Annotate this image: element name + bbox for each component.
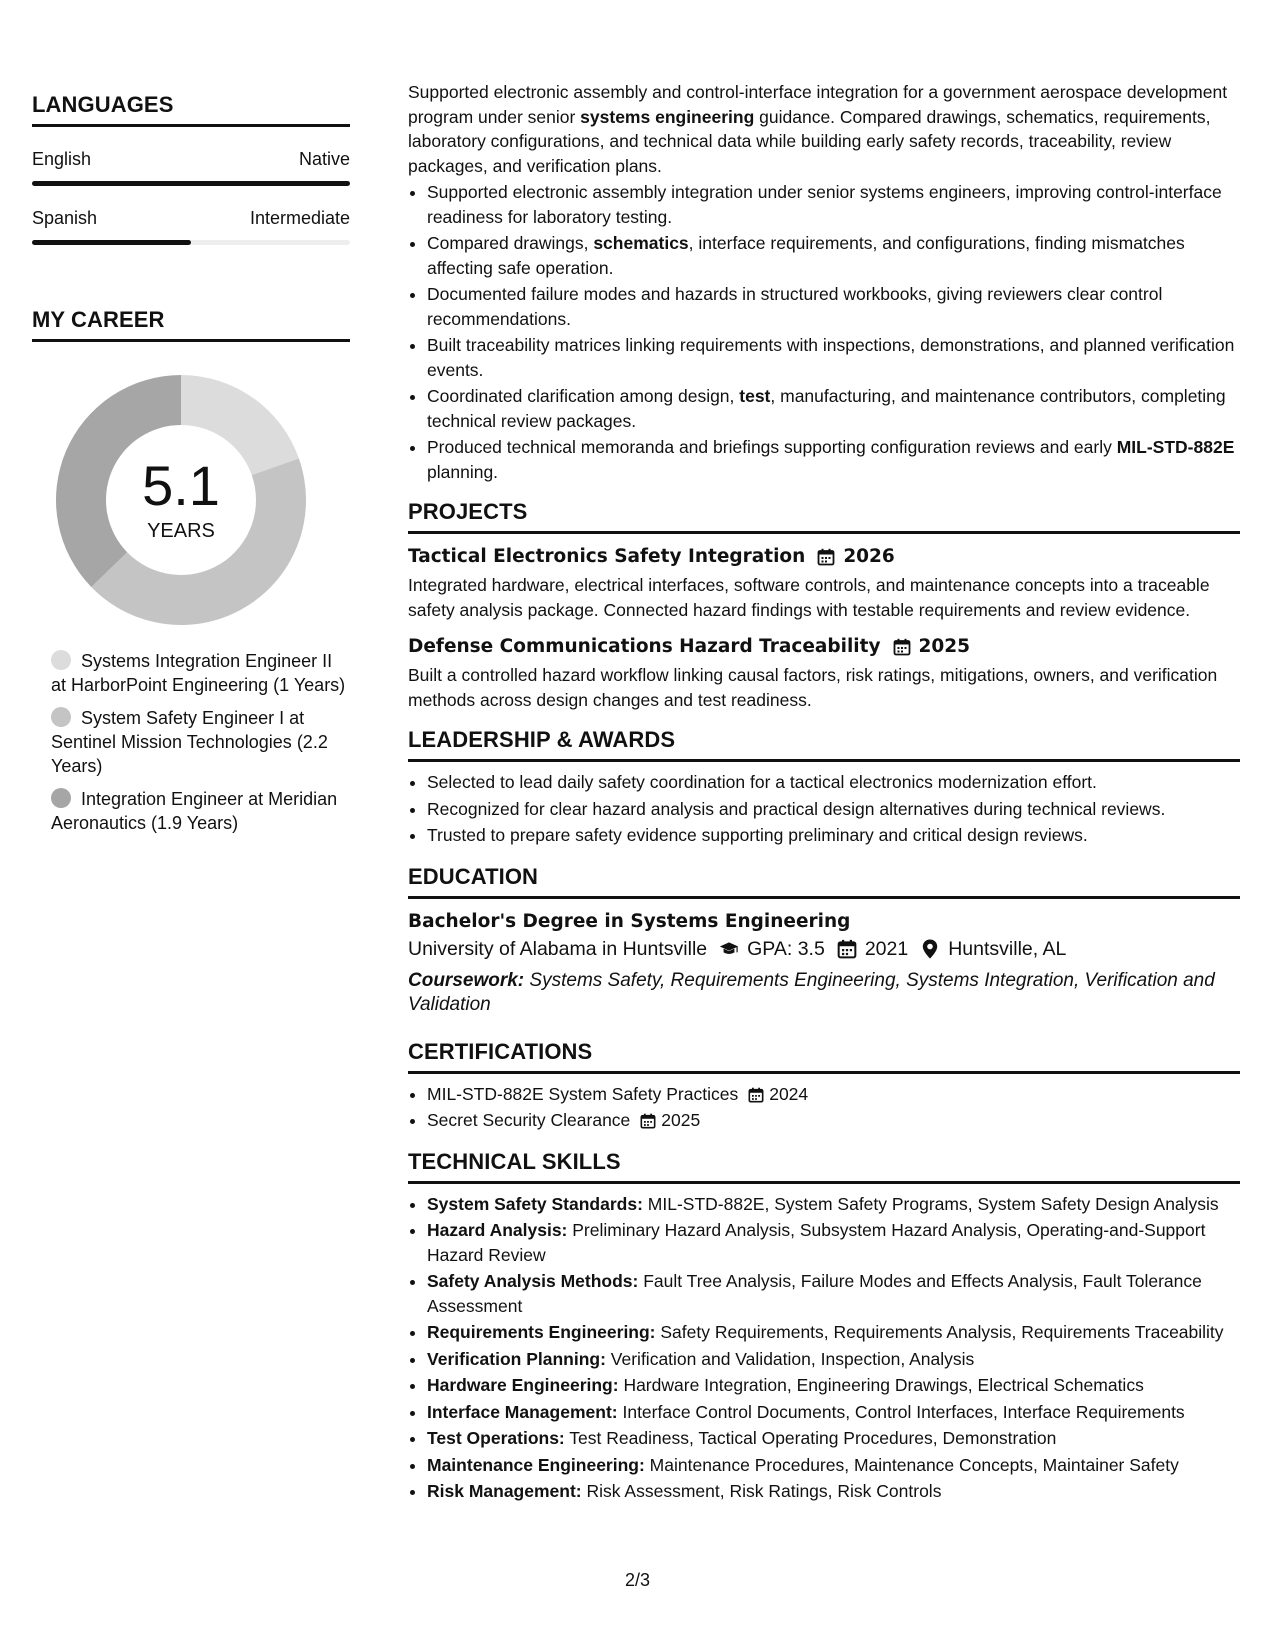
career-legend-label: Integration Engineer at Meridian Aeronautics (1.9 Years) (51, 789, 338, 833)
skill-label: Verification Planning: (427, 1348, 606, 1369)
page-number: 2/3 (624, 1570, 651, 1590)
career-legend-label: Systems Integration Engineer II at HarborPoint Engineering (1 Years) (51, 651, 346, 695)
education-details (408, 938, 1240, 961)
bullet-text: planning. (427, 461, 499, 482)
career-total-value: 5.1 (142, 453, 220, 517)
map-pin-icon (920, 939, 940, 959)
bullet-text: , manufacturing, and maintenance contributors, completing technical review packages. (427, 386, 1226, 431)
language-item (32, 149, 350, 186)
project-item (408, 546, 1240, 622)
career-legend-label: System Safety Engineer I at Sentinel Mission Technologies (2.2 Years) (51, 708, 328, 776)
language-name: English (32, 149, 92, 169)
bullet-bold: test (739, 386, 771, 406)
career-legend (51, 649, 350, 835)
skill-label: Risk Management: (427, 1481, 582, 1501)
skills-heading: TECHNICAL SKILLS (408, 1149, 1240, 1184)
skill-label: System Safety Standards: (427, 1193, 643, 1214)
skill-item (427, 1479, 1240, 1504)
career-legend-item (51, 649, 350, 697)
career-heading: MY CAREER (32, 307, 350, 342)
skill-text: Preliminary Hazard Analysis, Subsystem Hazard Analysis, Operating-and-Support Hazard Review (427, 1220, 1206, 1265)
skill-label: Safety Analysis Methods: (427, 1271, 639, 1291)
legend-dot-icon (51, 707, 71, 727)
skill-label: Hazard Analysis: (427, 1220, 568, 1240)
bullet-text: Coordinated clarification among design, (427, 386, 740, 406)
education-gpa: GPA: 3.5 (747, 937, 825, 960)
skill-label: Maintenance Engineering: (427, 1454, 645, 1475)
education-location: Huntsville, AL (948, 937, 1067, 960)
skill-text: Hardware Integration, Engineering Drawings, Electrical Schematics (618, 1375, 1144, 1395)
left-column (32, 92, 350, 844)
certification-item (427, 1108, 1240, 1133)
experience-bullet: • Documented failure modes and hazards in structured workbooks, giving reviewers clear control recommendations. (427, 282, 1240, 331)
calendar-icon (837, 939, 857, 959)
leadership-item: • Recognized for clear hazard analysis and practical design alternatives during technical reviews. (427, 797, 1240, 822)
experience-bullets (408, 180, 1240, 484)
graduation-cap-icon (719, 939, 739, 959)
career-donut-chart (56, 375, 306, 625)
education-coursework (408, 969, 1240, 1017)
language-level: Intermediate (249, 208, 350, 228)
bullet-text: Compared drawings, (427, 233, 594, 253)
leadership-heading: LEADERSHIP & AWARDS (408, 727, 1240, 762)
skill-text: Risk Assessment, Risk Ratings, Risk Controls (581, 1481, 942, 1501)
summary-bold: systems engineering (580, 106, 755, 127)
skill-item (427, 1192, 1240, 1217)
language-item (32, 208, 350, 245)
leadership-list (408, 770, 1240, 848)
skill-label: Test Operations: (427, 1428, 565, 1448)
skill-item (427, 1269, 1240, 1318)
certification-item (427, 1082, 1240, 1107)
project-year: 2026 (843, 546, 895, 567)
coursework-label: Coursework: (408, 969, 525, 991)
certification-year: 2025 (661, 1110, 701, 1130)
bullet-text: Produced technical memoranda and briefings supporting configuration reviews and early (427, 437, 1117, 457)
project-desc: Built a controlled hazard workflow linking causal factors, risk ratings, mitigations, owners, and verification methods across design changes and test readiness. (408, 665, 1218, 710)
certifications-list (408, 1082, 1240, 1133)
language-name: Spanish (32, 208, 98, 228)
bullet-bold: schematics (593, 233, 689, 253)
coursework-text: Systems Safety, Requirements Engineering, Systems Integration, Verification and Validation (408, 969, 1215, 1015)
skill-text: Interface Control Documents, Control Interfaces, Interface Requirements (617, 1401, 1185, 1422)
calendar-icon (893, 638, 911, 656)
experience-summary (408, 80, 1240, 178)
skills-list (408, 1192, 1240, 1504)
experience-bullet (427, 384, 1240, 433)
legend-dot-icon (51, 650, 71, 670)
leadership-item: • Selected to lead daily safety coordination for a tactical electronics modernization effort. (427, 770, 1240, 795)
skill-item (427, 1426, 1240, 1451)
project-title: Tactical Electronics Safety Integration (408, 546, 806, 567)
experience-bullet (427, 435, 1240, 484)
language-level: Native (298, 149, 350, 169)
project-desc: Integrated hardware, electrical interfaces, software controls, and maintenance concepts into a traceable safety analysis package. Connected hazard findings with testable requirements and review evidence. (408, 575, 1210, 620)
experience-bullet: • Supported electronic assembly integration under senior systems engineers, improving control-interface readiness for laboratory testing. (427, 180, 1240, 229)
skill-label: Requirements Engineering: (427, 1322, 656, 1342)
bullet-bold: MIL-STD-882E (1116, 437, 1235, 457)
calendar-icon (817, 548, 835, 566)
skill-text: Fault Tree Analysis, Failure Modes and Effects Analysis, Fault Tolerance Assessment (427, 1271, 1202, 1316)
career-legend-item (51, 706, 350, 778)
languages-heading: LANGUAGES (32, 92, 350, 127)
skill-text: MIL-STD-882E, System Safety Programs, System Safety Design Analysis (642, 1193, 1219, 1214)
language-bar-fill (32, 181, 350, 186)
education-heading: EDUCATION (408, 864, 1240, 899)
right-column (408, 80, 1240, 1506)
skill-item (427, 1320, 1240, 1345)
career-legend-item (51, 787, 350, 835)
summary-text: Supported electronic assembly and control-interface integration for a government aerospace development program under senior (408, 82, 1228, 127)
language-bar (32, 181, 350, 186)
summary-text: guidance. Compared drawings, schematics, requirements, laboratory configurations, and technical data while building early safety records, traceability, review packages, and verification plans. (408, 106, 1211, 176)
education-degree: Bachelor's Degree in Systems Engineering (408, 910, 851, 932)
skill-text: Maintenance Procedures, Maintenance Concepts, Maintainer Safety (644, 1454, 1179, 1475)
skill-text: Verification and Validation, Inspection, Analysis (605, 1348, 975, 1369)
experience-bullet: • Built traceability matrices linking requirements with inspections, demonstrations, and planned verification events. (427, 333, 1240, 382)
skill-text: Safety Requirements, Requirements Analysis, Requirements Traceability (655, 1322, 1224, 1342)
project-year: 2025 (918, 636, 971, 657)
certification-year: 2024 (769, 1083, 809, 1104)
experience-bullet (427, 231, 1240, 280)
certifications-heading: CERTIFICATIONS (408, 1039, 1240, 1074)
skill-item (427, 1400, 1240, 1425)
leadership-item: • Trusted to prepare safety evidence supporting preliminary and critical design reviews. (427, 823, 1240, 848)
project-item (408, 636, 1240, 712)
skill-item (427, 1218, 1240, 1267)
legend-dot-icon (51, 788, 71, 808)
skill-item (427, 1373, 1240, 1398)
certification-name: Secret Security Clearance (427, 1110, 631, 1130)
language-bar-fill (32, 240, 191, 245)
education-school: University of Alabama in Huntsville (408, 937, 708, 960)
projects-heading: PROJECTS (408, 499, 1240, 534)
skill-item (427, 1453, 1240, 1478)
project-title: Defense Communications Hazard Traceability (408, 636, 881, 657)
career-total-unit: YEARS (147, 519, 215, 542)
education-year: 2021 (864, 937, 909, 960)
certification-name: MIL-STD-882E System Safety Practices (427, 1083, 739, 1104)
bullet-text: , interface requirements, and configurations, finding mismatches affecting safe operation. (427, 233, 1185, 278)
skill-label: Interface Management: (427, 1401, 618, 1422)
skill-label: Hardware Engineering: (427, 1375, 619, 1395)
language-bar (32, 240, 350, 245)
calendar-icon (748, 1087, 764, 1103)
skill-item (427, 1347, 1240, 1372)
skill-text: Test Readiness, Tactical Operating Procedures, Demonstration (564, 1428, 1057, 1448)
calendar-icon (640, 1113, 656, 1129)
